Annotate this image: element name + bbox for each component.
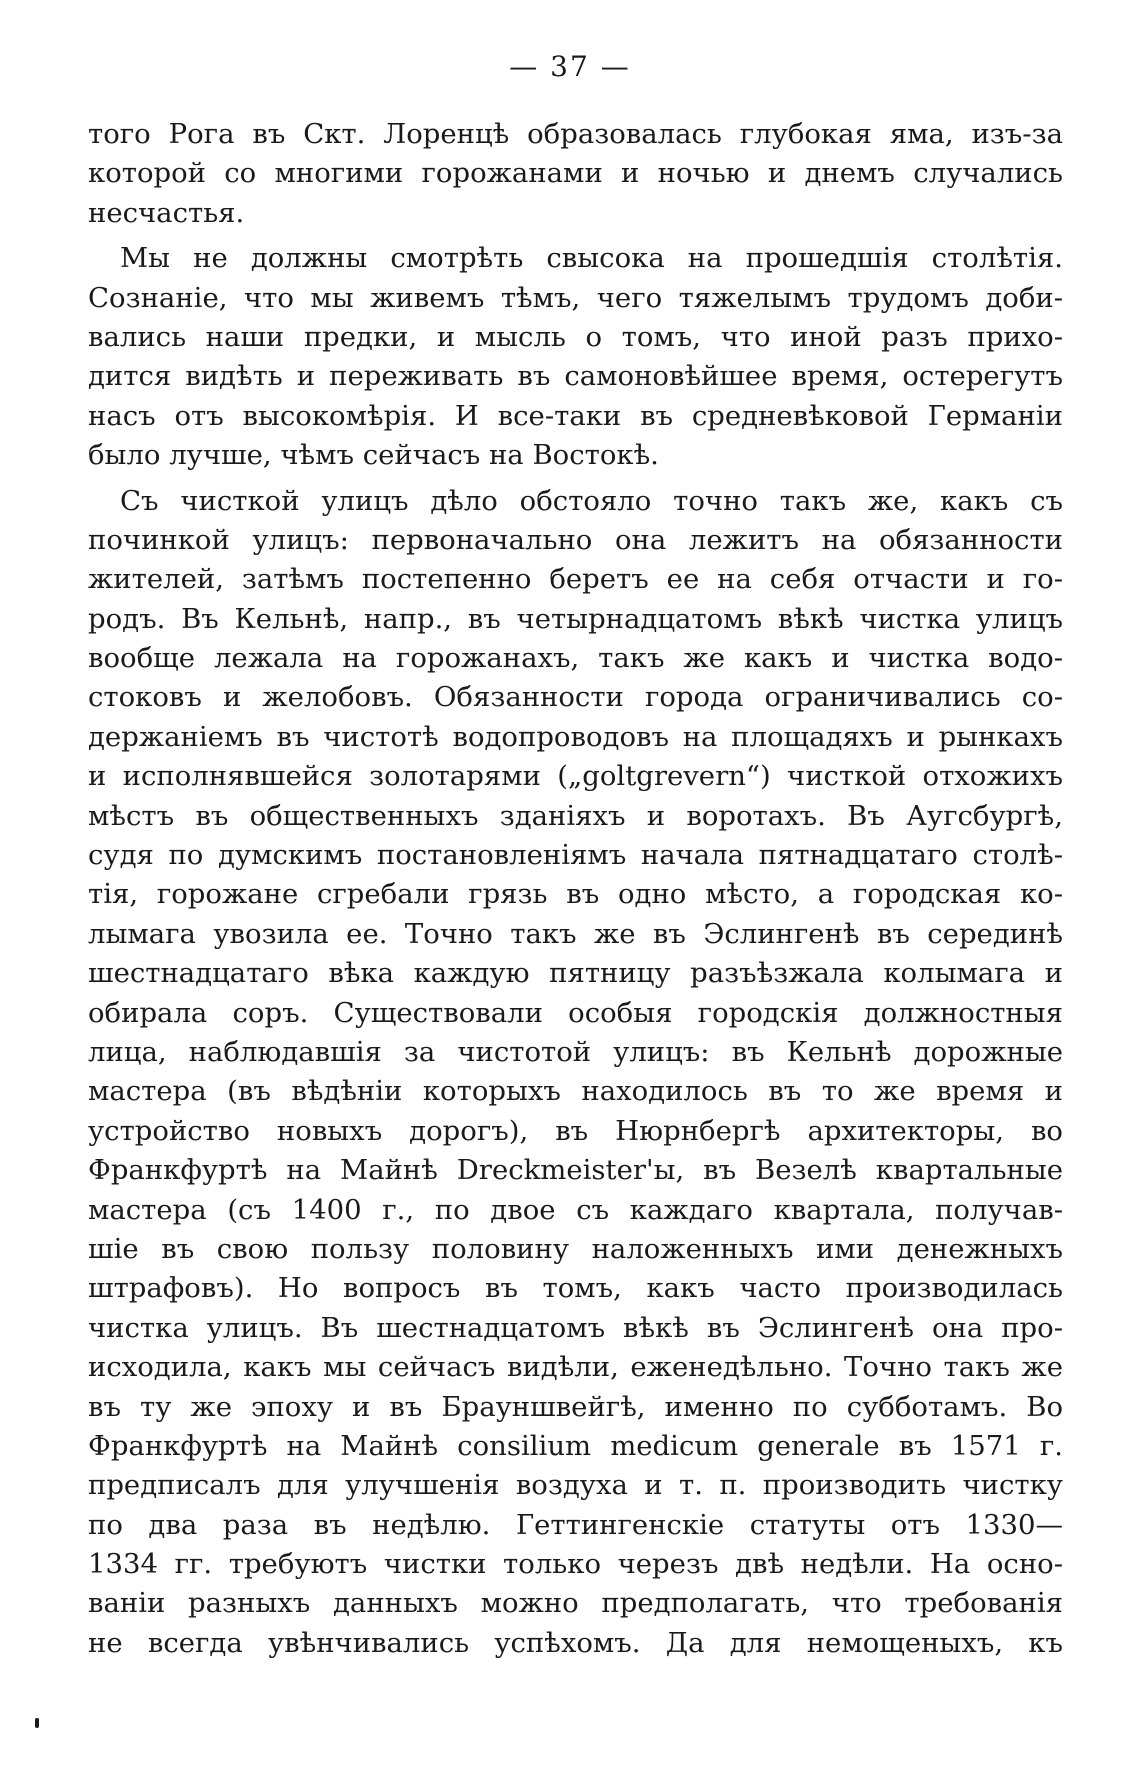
text-line: держаніемъ въ чистотѣ водопроводовъ на площадяхъ и рынкахъ bbox=[88, 720, 1063, 753]
text-line: обирала соръ. Существовали особыя городскія должностныя bbox=[88, 996, 1063, 1029]
text-line: судя по думскимъ постановленіямъ начала пятнадцатаго столѣ- bbox=[88, 839, 1063, 872]
body-text bbox=[88, 115, 1063, 1663]
text-line: ваніи разныхъ данныхъ можно предполагать, что требованія bbox=[88, 1587, 1063, 1620]
text-line: Франкфуртѣ на Майнѣ consilium medicum generale въ 1571 г. bbox=[88, 1429, 1063, 1462]
text-line: починкой улицъ: первоначально она лежитъ на обязанности bbox=[88, 523, 1063, 556]
text-line: и исполнявшейся золотарями („goltgrevern“) чисткой отхожихъ bbox=[88, 760, 1063, 793]
text-line: мастера (съ 1400 г., по двое съ каждаго квартала, получав- bbox=[88, 1193, 1063, 1226]
text-line: чистка улицъ. Въ шестнадцатомъ вѣкѣ въ Эслингенѣ она про- bbox=[88, 1311, 1063, 1344]
text-line: вались наши предки, и мысль о томъ, что иной разъ прихо- bbox=[88, 320, 1063, 353]
text-line: того Рога въ Скт. Лоренцѣ образовалась глубокая яма, изъ-за bbox=[88, 118, 1063, 150]
text-line: устройство новыхъ дорогъ), въ Нюрнбергѣ архитекторы, во bbox=[88, 1114, 1063, 1147]
text-line: которой со многими горожанами и ночью и днемъ случались bbox=[88, 157, 1063, 190]
text-line: насъ отъ высокомѣрія. И все-таки въ средневѣковой Германіи bbox=[88, 399, 1063, 432]
text-line: шестнадцатаго вѣка каждую пятницу разъѣзжала колымага и bbox=[88, 957, 1063, 990]
text-line: вообще лежала на горожанахъ, такъ же какъ и чистка водо- bbox=[88, 642, 1063, 675]
text-line: мѣстъ въ общественныхъ зданіяхъ и воротахъ. Въ Аугсбургѣ, bbox=[88, 799, 1063, 832]
text-line: родъ. Въ Кельнѣ, напр., въ четырнадцатомъ вѣкѣ чистка улицъ bbox=[88, 602, 1063, 635]
text-line: мастера (въ вѣдѣніи которыхъ находилось въ то же время и bbox=[88, 1075, 1063, 1108]
paragraph bbox=[88, 482, 1063, 1664]
text-line: жителей, затѣмъ постепенно беретъ ее на себя отчасти и го- bbox=[88, 563, 1063, 596]
text-line: исходила, какъ мы сейчасъ видѣли, еженедѣльно. Точно такъ же bbox=[88, 1351, 1063, 1384]
text-line: несчастья. bbox=[88, 196, 245, 229]
text-line: дится видѣть и переживать въ самоновѣйшее время, остерегутъ bbox=[88, 360, 1063, 393]
text-line: въ ту же эпоху и въ Брауншвейгѣ, именно по субботамъ. Во bbox=[88, 1390, 1063, 1423]
paragraph bbox=[88, 115, 1063, 233]
text-line: стоковъ и желобовъ. Обязанности города ограничивались со- bbox=[88, 681, 1063, 714]
text-line: предписалъ для улучшенія воздуха и т. п. производить чистку bbox=[88, 1469, 1063, 1502]
text-line: штрафовъ). Но вопросъ въ томъ, какъ часто производилась bbox=[88, 1272, 1063, 1305]
text-line: лица, наблюдавшія за чистотой улицъ: въ Кельнѣ дорожные bbox=[88, 1035, 1063, 1068]
text-line: 1334 гг. требуютъ чистки только черезъ двѣ недѣли. На осно- bbox=[88, 1548, 1063, 1581]
paragraph bbox=[88, 239, 1063, 475]
text-line: не всегда увѣнчивались успѣхомъ. Да для немощеныхъ, къ bbox=[88, 1626, 1063, 1659]
text-line: Сознаніе, что мы живемъ тѣмъ, чего тяжелымъ трудомъ доби- bbox=[88, 281, 1063, 314]
text-line: Съ чисткой улицъ дѣло обстояло точно такъ же, какъ съ bbox=[120, 484, 1063, 517]
text-line: шіе въ свою пользу половину наложенныхъ ими денежныхъ bbox=[88, 1232, 1063, 1265]
text-line: было лучше, чѣмъ сейчасъ на Востокѣ. bbox=[88, 439, 659, 472]
text-line: лымага увозила ее. Точно такъ же въ Эслингенѣ въ серединѣ bbox=[88, 917, 1063, 950]
text-line: тія, горожане сгребали грязь въ одно мѣсто, а городская ко- bbox=[88, 878, 1063, 911]
text-line: по два раза въ недѣлю. Геттингенскіе статуты отъ 1330— bbox=[88, 1508, 1063, 1541]
print-speck bbox=[35, 1718, 39, 1728]
text-line: Франкфуртѣ на Майнѣ Dreckmeister'ы, въ Везелѣ квартальные bbox=[88, 1154, 1063, 1187]
text-line: Мы не должны смотрѣть свысока на прошедшія столѣтія. bbox=[120, 242, 1063, 275]
page-number: — 37 — bbox=[509, 50, 631, 83]
